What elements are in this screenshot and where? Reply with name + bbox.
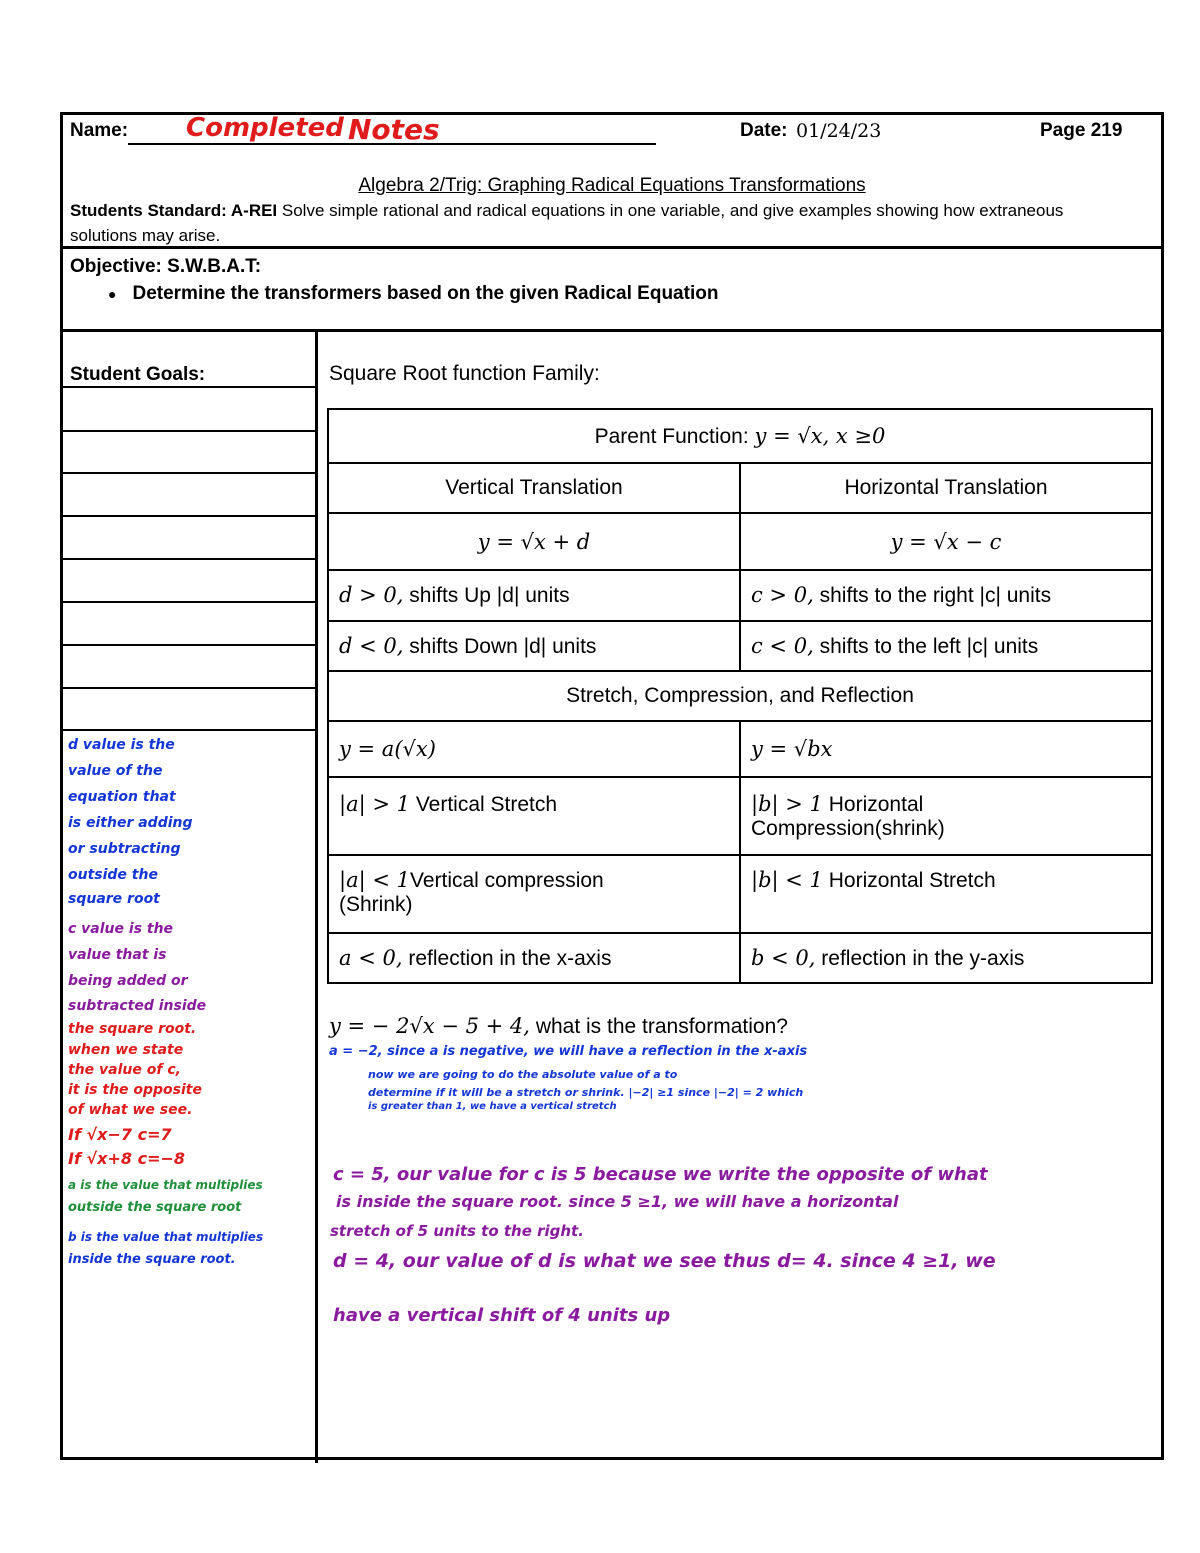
student-goals-label: Student Goals:: [70, 364, 206, 385]
vertical-stretch-cell: [328, 777, 740, 855]
c-answer-line-2: is inside the square root. since 5 ≥1, we will have a horizontal: [336, 1192, 899, 1211]
stretch-compression-header: Stretch, Compression, and Reflection: [328, 671, 1152, 721]
shift-left-text: shifts to the left |c| units: [819, 634, 1039, 658]
example-prompt: what is the transformation?: [535, 1015, 788, 1038]
horizontal-stretch-condition: |b| < 1: [751, 868, 823, 892]
b-equation: y = √bx: [740, 721, 1152, 777]
y-reflection-text: reflection in the y-axis: [821, 946, 1025, 970]
bullet-icon: ●: [108, 286, 117, 302]
left-notes: [68, 738, 263, 1275]
shift-down-condition: d < 0,: [339, 633, 404, 658]
note-line: it is the opposite: [68, 1082, 202, 1098]
goal-line: [63, 644, 315, 646]
horizontal-stretch-cell: [740, 855, 1152, 933]
horizontal-compression-text: Horizontal: [828, 793, 924, 816]
shift-left-cell: [740, 621, 1152, 671]
parent-function-cell: [328, 409, 1152, 463]
horizontal-compression-text-2: Compression(shrink): [751, 817, 945, 840]
a-answer-line-2: now we are going to do the absolute value of a to: [368, 1068, 678, 1081]
horizontal-translation-header: Horizontal Translation: [740, 463, 1152, 513]
goal-line: [63, 430, 315, 432]
note-line: being added or: [68, 973, 188, 989]
name-value-notes: Notes: [348, 113, 440, 146]
note-line: If √x+8 c=−8: [68, 1149, 186, 1168]
note-line: outside the: [68, 867, 158, 883]
header-divider: [60, 246, 1164, 249]
objective-bullet-text: Determine the transformers based on the given Radical Equation: [132, 283, 719, 304]
parent-function-label: Parent Function:: [594, 424, 749, 448]
note-line: value of the: [68, 763, 163, 779]
y-reflection-cell: [740, 933, 1152, 983]
page-number: Page 219: [1040, 120, 1123, 141]
c-answer-line-3: stretch of 5 units to the right.: [330, 1222, 584, 1240]
note-line: value that is: [68, 947, 167, 963]
vertical-translation-header: Vertical Translation: [328, 463, 740, 513]
vertical-compression-text: Vertical compression: [409, 869, 604, 892]
vertical-compression-condition: |a| < 1: [339, 868, 410, 892]
note-line: square root: [68, 891, 160, 907]
note-line: or subtracting: [68, 841, 181, 857]
x-reflection-condition: a < 0,: [339, 945, 403, 970]
date-label: Date:: [740, 120, 788, 141]
date-value: 01/24/23: [796, 120, 882, 142]
a-answer-line-1: a = −2, since a is negative, we will have a reflection in the x-axis: [329, 1044, 808, 1059]
goal-line: [63, 515, 315, 517]
goal-line: [63, 558, 315, 560]
note-line: inside the square root.: [68, 1252, 236, 1267]
d-answer-line-2: have a vertical shift of 4 units up: [333, 1305, 671, 1326]
goal-line: [63, 687, 315, 689]
name-label: Name:: [70, 120, 129, 141]
note-line: is either adding: [68, 815, 193, 831]
column-divider: [315, 332, 318, 1463]
horizontal-compression-condition: |b| > 1: [751, 792, 823, 816]
note-line: of what we see.: [68, 1102, 193, 1118]
shift-left-condition: c < 0,: [751, 633, 814, 658]
standard-line: [70, 201, 1063, 221]
note-line: b is the value that multiplies: [68, 1230, 264, 1244]
note-line: If √x−7 c=7: [68, 1125, 172, 1144]
goal-line: [63, 729, 315, 731]
note-line: d value is the: [68, 737, 175, 753]
vertical-compression-text-2: (Shrink): [339, 893, 413, 916]
note-line: outside the square root: [68, 1200, 242, 1215]
horizontal-translation-equation: y = √x − c: [740, 513, 1152, 570]
square-root-family-table: [327, 408, 1153, 984]
note-line: c value is the: [68, 921, 174, 937]
shift-right-condition: c > 0,: [751, 583, 814, 607]
note-line: subtracted inside: [68, 998, 207, 1014]
note-line: when we state: [68, 1042, 184, 1058]
note-line: the value of c,: [68, 1062, 181, 1078]
standard-text: Solve simple rational and radical equations in one variable, and give examples showing how extraneous: [281, 201, 1064, 220]
family-heading: Square Root function Family:: [329, 362, 600, 385]
shift-up-cell: [328, 570, 740, 621]
a-answer-line-4: is greater than 1, we have a vertical stretch: [368, 1101, 617, 1112]
parent-function-equation: y = √x, x ≥0: [754, 423, 886, 448]
d-answer-line-1: d = 4, our value of d is what we see thus d= 4. since 4 ≥1, we: [333, 1250, 996, 1272]
standard-label: Students Standard: A-REI: [70, 201, 278, 220]
goal-line: [63, 601, 315, 603]
a-equation: y = a(√x): [328, 721, 740, 777]
example-question: [329, 1014, 788, 1039]
example-equation: y = − 2√x − 5 + 4,: [329, 1014, 530, 1038]
objective-bullet-item: [108, 283, 718, 305]
name-value-completed: Completed: [186, 113, 344, 143]
y-reflection-condition: b < 0,: [751, 945, 816, 970]
note-line: a is the value that multiplies: [68, 1178, 263, 1192]
goal-line: [63, 386, 315, 388]
vertical-compression-cell: [328, 855, 740, 933]
vertical-translation-equation: y = √x + d: [328, 513, 740, 570]
vertical-stretch-text: Vertical Stretch: [415, 793, 558, 816]
note-line: the square root.: [68, 1021, 197, 1037]
shift-right-text: shifts to the right |c| units: [819, 584, 1052, 607]
c-answer-line-1: c = 5, our value for c is 5 because we write the opposite of what: [333, 1164, 988, 1185]
goal-line: [63, 472, 315, 474]
shift-down-cell: [328, 621, 740, 671]
note-line: equation that: [68, 789, 176, 805]
shift-up-condition: d > 0,: [339, 583, 404, 607]
x-reflection-cell: [328, 933, 740, 983]
objective-label: Objective: S.W.B.A.T:: [70, 256, 262, 277]
objective-divider: [60, 329, 1164, 332]
vertical-stretch-condition: |a| > 1: [339, 792, 410, 816]
shift-up-text: shifts Up |d| units: [409, 584, 570, 607]
page-title: Algebra 2/Trig: Graphing Radical Equations Transformations: [358, 175, 866, 196]
x-reflection-text: reflection in the x-axis: [408, 946, 612, 970]
a-answer-line-3: determine if it will be a stretch or shrink. |−2| ≥1 since |−2| = 2 which: [368, 1086, 804, 1099]
standard-text-cont: solutions may arise.: [70, 226, 221, 245]
shift-right-cell: [740, 570, 1152, 621]
shift-down-text: shifts Down |d| units: [409, 634, 597, 658]
horizontal-compression-cell: [740, 777, 1152, 855]
horizontal-stretch-text: Horizontal Stretch: [828, 869, 996, 892]
